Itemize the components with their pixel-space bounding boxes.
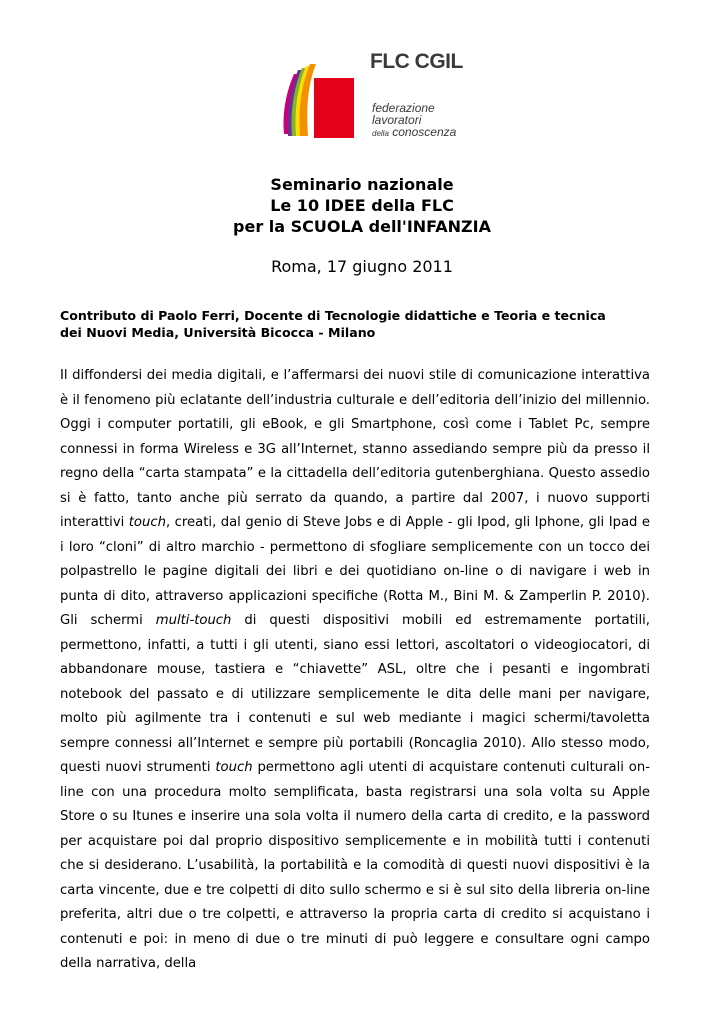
brand-line-2: lavoratori: [372, 113, 422, 127]
contribution-line-1: Contributo di Paolo Ferri, Docente di Tecnologie didattiche e Teoria e tecnica: [60, 308, 606, 323]
body-segment-2: , creati, dal genio di Steve Jobs e di Apple - gli Ipod, gli Iphone, gli Ipad e i loro “cloni” di altro marchio - permettono di sfogliare semplicemente con un tocco dei polpastrello le pagine digitali dei libri e dei quotidiano on-line o di navigare i web in punta di dito, attraverso applicazioni specifiche (Rotta M., Bini M. & Zamperlin P. 2010). Gli schermi: [60, 515, 650, 628]
brand-name: FLC CGIL: [370, 50, 463, 73]
body-paragraph: [60, 364, 650, 977]
title-line-1: Seminario nazionale: [270, 175, 454, 194]
body-segment-1: Il diffondersi dei media digitali, e l’affermarsi dei nuovi stile di comunicazione interattiva è il fenomeno più eclatante dell’industria culturale e dell’editoria dell’inizio del millennio. Oggi i computer portatili, gli eBook, e gli Smartphone, così come i Tablet Pc, sempre connessi in forma Wireless e 3G all’Internet, stanno assediando sempre più da presso il regno della “carta stampata” e la cittadella dell’editoria gutenberghiana. Questo assedio si è fatto, tanto anche più serrato da quando, a partire dal 2007, i nuovo supporti interattivi: [60, 368, 650, 530]
body-segment-3: di questi dispositivi mobili ed estremamente portatili, permettono, infatti, a tutti i gli utenti, siano essi lettori, ascoltatori o videogiocatori, di abbandonare mouse, tastiera e “chiavette” ASL, oltre che i pesanti e ingombrati notebook del passato e di utilizzare semplicemente le dita delle mani per navigare, molto più agilmente tra i contenuti e sul web mediante i magici schermi/tavoletta sempre connessi all’Internet e sempre più portabili (Roncaglia 2010). Allo stesso modo, questi nuovi strumenti: [60, 613, 650, 775]
brand-line-3-small: della: [372, 129, 389, 138]
body-emphasis-1: touch: [128, 515, 166, 530]
body-text: [60, 364, 650, 977]
body-emphasis-2: multi-touch: [155, 613, 232, 628]
document-title: [0, 174, 724, 237]
body-segment-4: permettono agli utenti di acquistare contenuti culturali on-line con una procedura molto semplificata, basta registrarsi una sola volta su Apple Store o su Itunes e inserire una sola volta il numero della carta di credito, e la password per acquistare poi dal proprio dispositivo semplicemente e in mobilità tutti i contenuti che si desiderano. L’usabilità, la portabilità e la comodità di questi nuovi dispositivi è la carta vincente, due e tre colpetti di dito sullo schermo e si è sul sito della libreria on-line preferita, altri due o tre colpetti, e attraverso la propria carta di credito si acquistano i contenuti e poi: in meno di due o tre minuti di può leggere e consultare ogni campo della narrativa, della: [60, 760, 650, 971]
brand-line-3-main: conoscenza: [392, 125, 457, 139]
flc-cgil-logo-graphic: [272, 44, 368, 144]
body-emphasis-3: touch: [215, 760, 253, 775]
flc-cgil-logo: [272, 44, 472, 144]
title-line-3: per la SCUOLA dell'INFANZIA: [233, 217, 491, 236]
brand-line-1: federazione: [372, 101, 435, 115]
contribution-line-2: dei Nuovi Media, Università Bicocca - Milano: [60, 325, 376, 340]
brand-line-3: [372, 126, 456, 140]
title-line-2: Le 10 IDEE della FLC: [270, 196, 454, 215]
contribution-heading: [60, 307, 660, 341]
document-date: Roma, 17 giugno 2011: [271, 257, 453, 276]
